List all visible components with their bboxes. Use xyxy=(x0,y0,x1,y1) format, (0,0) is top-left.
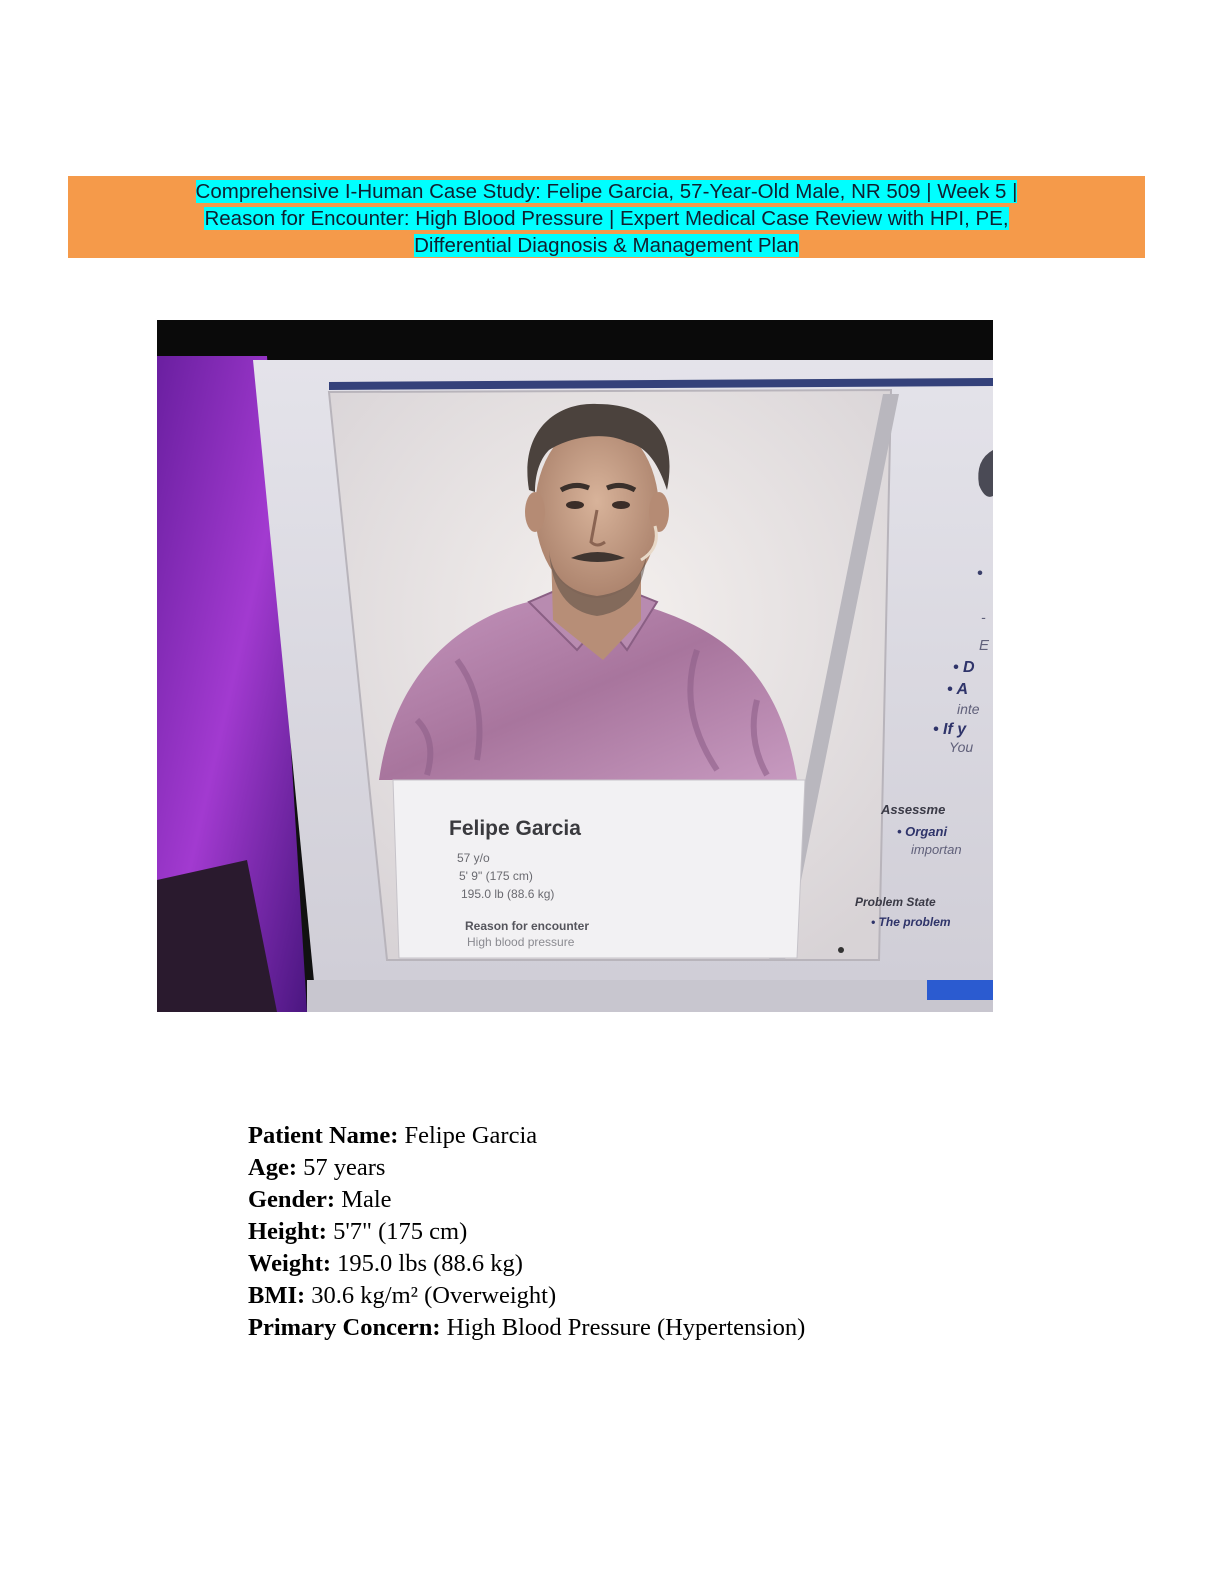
bmi-row xyxy=(248,1280,805,1312)
side-panel-e: E xyxy=(979,637,990,654)
screen-blue-button xyxy=(927,980,993,1000)
height-value: 5'7" (175 cm) xyxy=(326,1218,468,1245)
side-problem-statement: Problem State xyxy=(855,895,936,909)
card-reason-value: High blood pressure xyxy=(467,935,575,949)
svg-text:•: • xyxy=(977,565,983,582)
age-value: 57 years xyxy=(296,1154,386,1181)
primary-concern-row xyxy=(248,1312,805,1344)
document-title xyxy=(100,178,1113,259)
card-age: 57 y/o xyxy=(457,851,490,865)
card-patient-name: Felipe Garcia xyxy=(449,817,581,840)
age-row xyxy=(248,1152,805,1184)
age-label: Age: xyxy=(248,1154,297,1181)
side-organize: • Organi xyxy=(897,824,948,839)
card-height: 5' 9" (175 cm) xyxy=(459,869,533,883)
card-weight: 195.0 lb (88.6 kg) xyxy=(461,887,555,901)
side-bullet-1: • D xyxy=(953,659,975,676)
screen-bottom-bar xyxy=(307,980,993,1012)
title-line-3: Differential Diagnosis & Management Plan xyxy=(414,234,799,257)
mouse-cursor-dot xyxy=(838,947,844,953)
bmi-label: BMI: xyxy=(248,1282,306,1309)
side-assessment: Assessme xyxy=(881,802,946,817)
title-line-2: Reason for Encounter: High Blood Pressure | Expert Medical Case Review with HPI, PE, xyxy=(204,207,1009,230)
bmi-value: 30.6 kg/m² (Overweight) xyxy=(305,1282,557,1309)
gender-label: Gender: xyxy=(248,1186,336,1213)
weight-label: Weight: xyxy=(248,1250,332,1277)
card-info-box xyxy=(393,780,805,958)
title-line-1: Comprehensive I-Human Case Study: Felipe Garcia, 57-Year-Old Male, NR 509 | Week 5 | xyxy=(195,180,1018,203)
height-label: Height: xyxy=(248,1218,327,1245)
patient-name-label: Patient Name: xyxy=(248,1122,399,1149)
patient-screen-photo xyxy=(157,320,993,1012)
gender-value: Male xyxy=(335,1186,392,1213)
weight-value: 195.0 lbs (88.6 kg) xyxy=(331,1250,523,1277)
side-you: You xyxy=(949,739,974,755)
side-the-problem: • The problem xyxy=(871,915,951,929)
card-reason-label: Reason for encounter xyxy=(465,919,590,933)
side-bullet-2: • A xyxy=(947,681,969,698)
gender-row xyxy=(248,1184,805,1216)
weight-row xyxy=(248,1248,805,1280)
side-bullet-3: • If y xyxy=(933,721,967,738)
side-important: importan xyxy=(911,842,962,857)
photo-top-bezel xyxy=(157,320,993,360)
side-inte: inte xyxy=(957,701,980,717)
patient-name-row xyxy=(248,1120,805,1152)
height-row xyxy=(248,1216,805,1248)
patient-info-block xyxy=(248,1120,805,1344)
svg-text:-: - xyxy=(981,609,986,625)
primary-concern-value: High Blood Pressure (Hypertension) xyxy=(440,1314,806,1341)
primary-concern-label: Primary Concern: xyxy=(248,1314,441,1341)
patient-name-value: Felipe Garcia xyxy=(398,1122,538,1149)
